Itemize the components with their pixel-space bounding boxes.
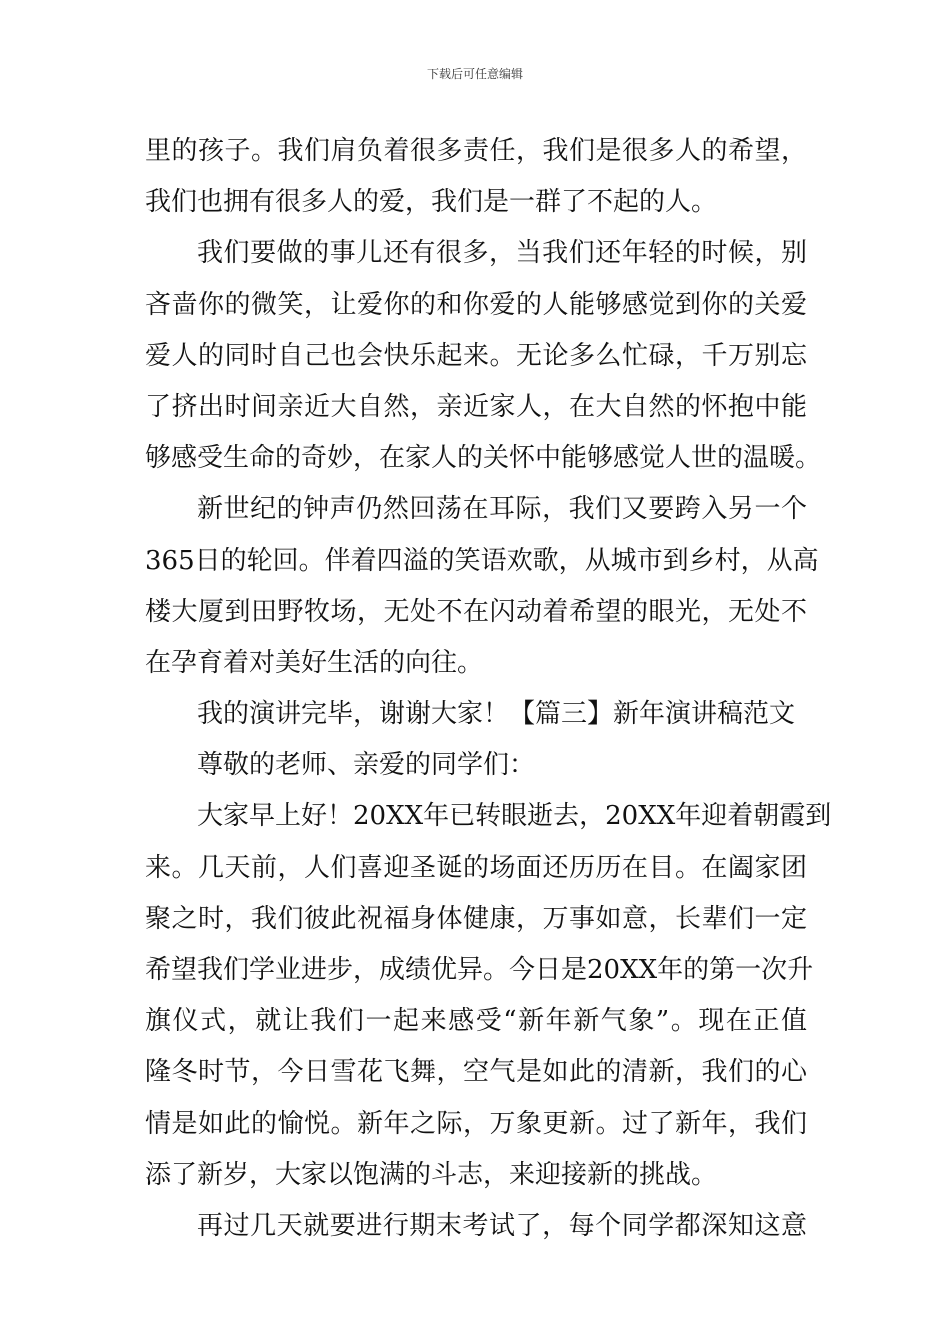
text-line: 添了新岁，大家以饱满的斗志，来迎接新的挑战。 xyxy=(145,1159,718,1190)
text-line: 365日的轮回。伴着四溢的笑语欢歌，从城市到乡村，从高 xyxy=(145,545,819,576)
text-line: 里的孩子。我们肩负着很多责任，我们是很多人的希望， xyxy=(145,136,807,166)
page-header: 下载后可任意编辑 xyxy=(426,67,523,81)
text-line: 希望我们学业进步，成绩优异。今日是20XX年的第一次升 xyxy=(145,955,814,985)
text-line: 楼大厦到田野牧场，无处不在闪动着希望的眼光，无处不 xyxy=(145,596,807,627)
text-line: 隆冬时节，今日雪花飞舞，空气是如此的清新，我们的心 xyxy=(145,1057,807,1088)
text-line: 我们要做的事儿还有很多，当我们还年轻的时候，别 xyxy=(197,238,807,269)
text-line: 旗仪式，就让我们一起来感受“新年新气象”。现在正值 xyxy=(145,1006,807,1037)
text-line: 聚之时，我们彼此祝福身体健康，万事如意，长辈们一定 xyxy=(145,903,807,934)
text-line: 尊敬的老师、亲爱的同学们： xyxy=(197,750,536,781)
text-line: 再过几天就要进行期末考试了，每个同学都深知这意 xyxy=(197,1210,807,1241)
text-line: 情是如此的愉悦。新年之际，万象更新。过了新年，我们 xyxy=(145,1108,807,1139)
text-line: 爱人的同时自己也会快乐起来。无论多么忙碌，千万别忘 xyxy=(145,340,807,371)
text-line: 我们也拥有很多人的爱，我们是一群了不起的人。 xyxy=(145,187,718,218)
text-line: 来。几天前，人们喜迎圣诞的场面还历历在目。在阖家团 xyxy=(145,852,807,883)
text-line: 够感受生命的奇妙，在家人的关怀中能够感觉人世的温暖。 xyxy=(145,443,822,474)
text-line: 我的演讲完毕，谢谢大家！【篇三】新年演讲稿范文 xyxy=(197,699,796,730)
document-body xyxy=(145,126,832,1252)
text-line: 大家早上好！20XX年已转眼逝去，20XX年迎着朝霞到 xyxy=(197,801,832,832)
text-line: 新世纪的钟声仍然回荡在耳际，我们又要跨入另一个 xyxy=(197,494,807,525)
text-line: 吝啬你的微笑，让爱你的和你爱的人能够感觉到你的关爱 xyxy=(145,289,807,320)
text-line: 了挤出时间亲近大自然，亲近家人，在大自然的怀抱中能 xyxy=(145,391,807,422)
text-line: 在孕育着对美好生活的向往。 xyxy=(145,647,484,678)
